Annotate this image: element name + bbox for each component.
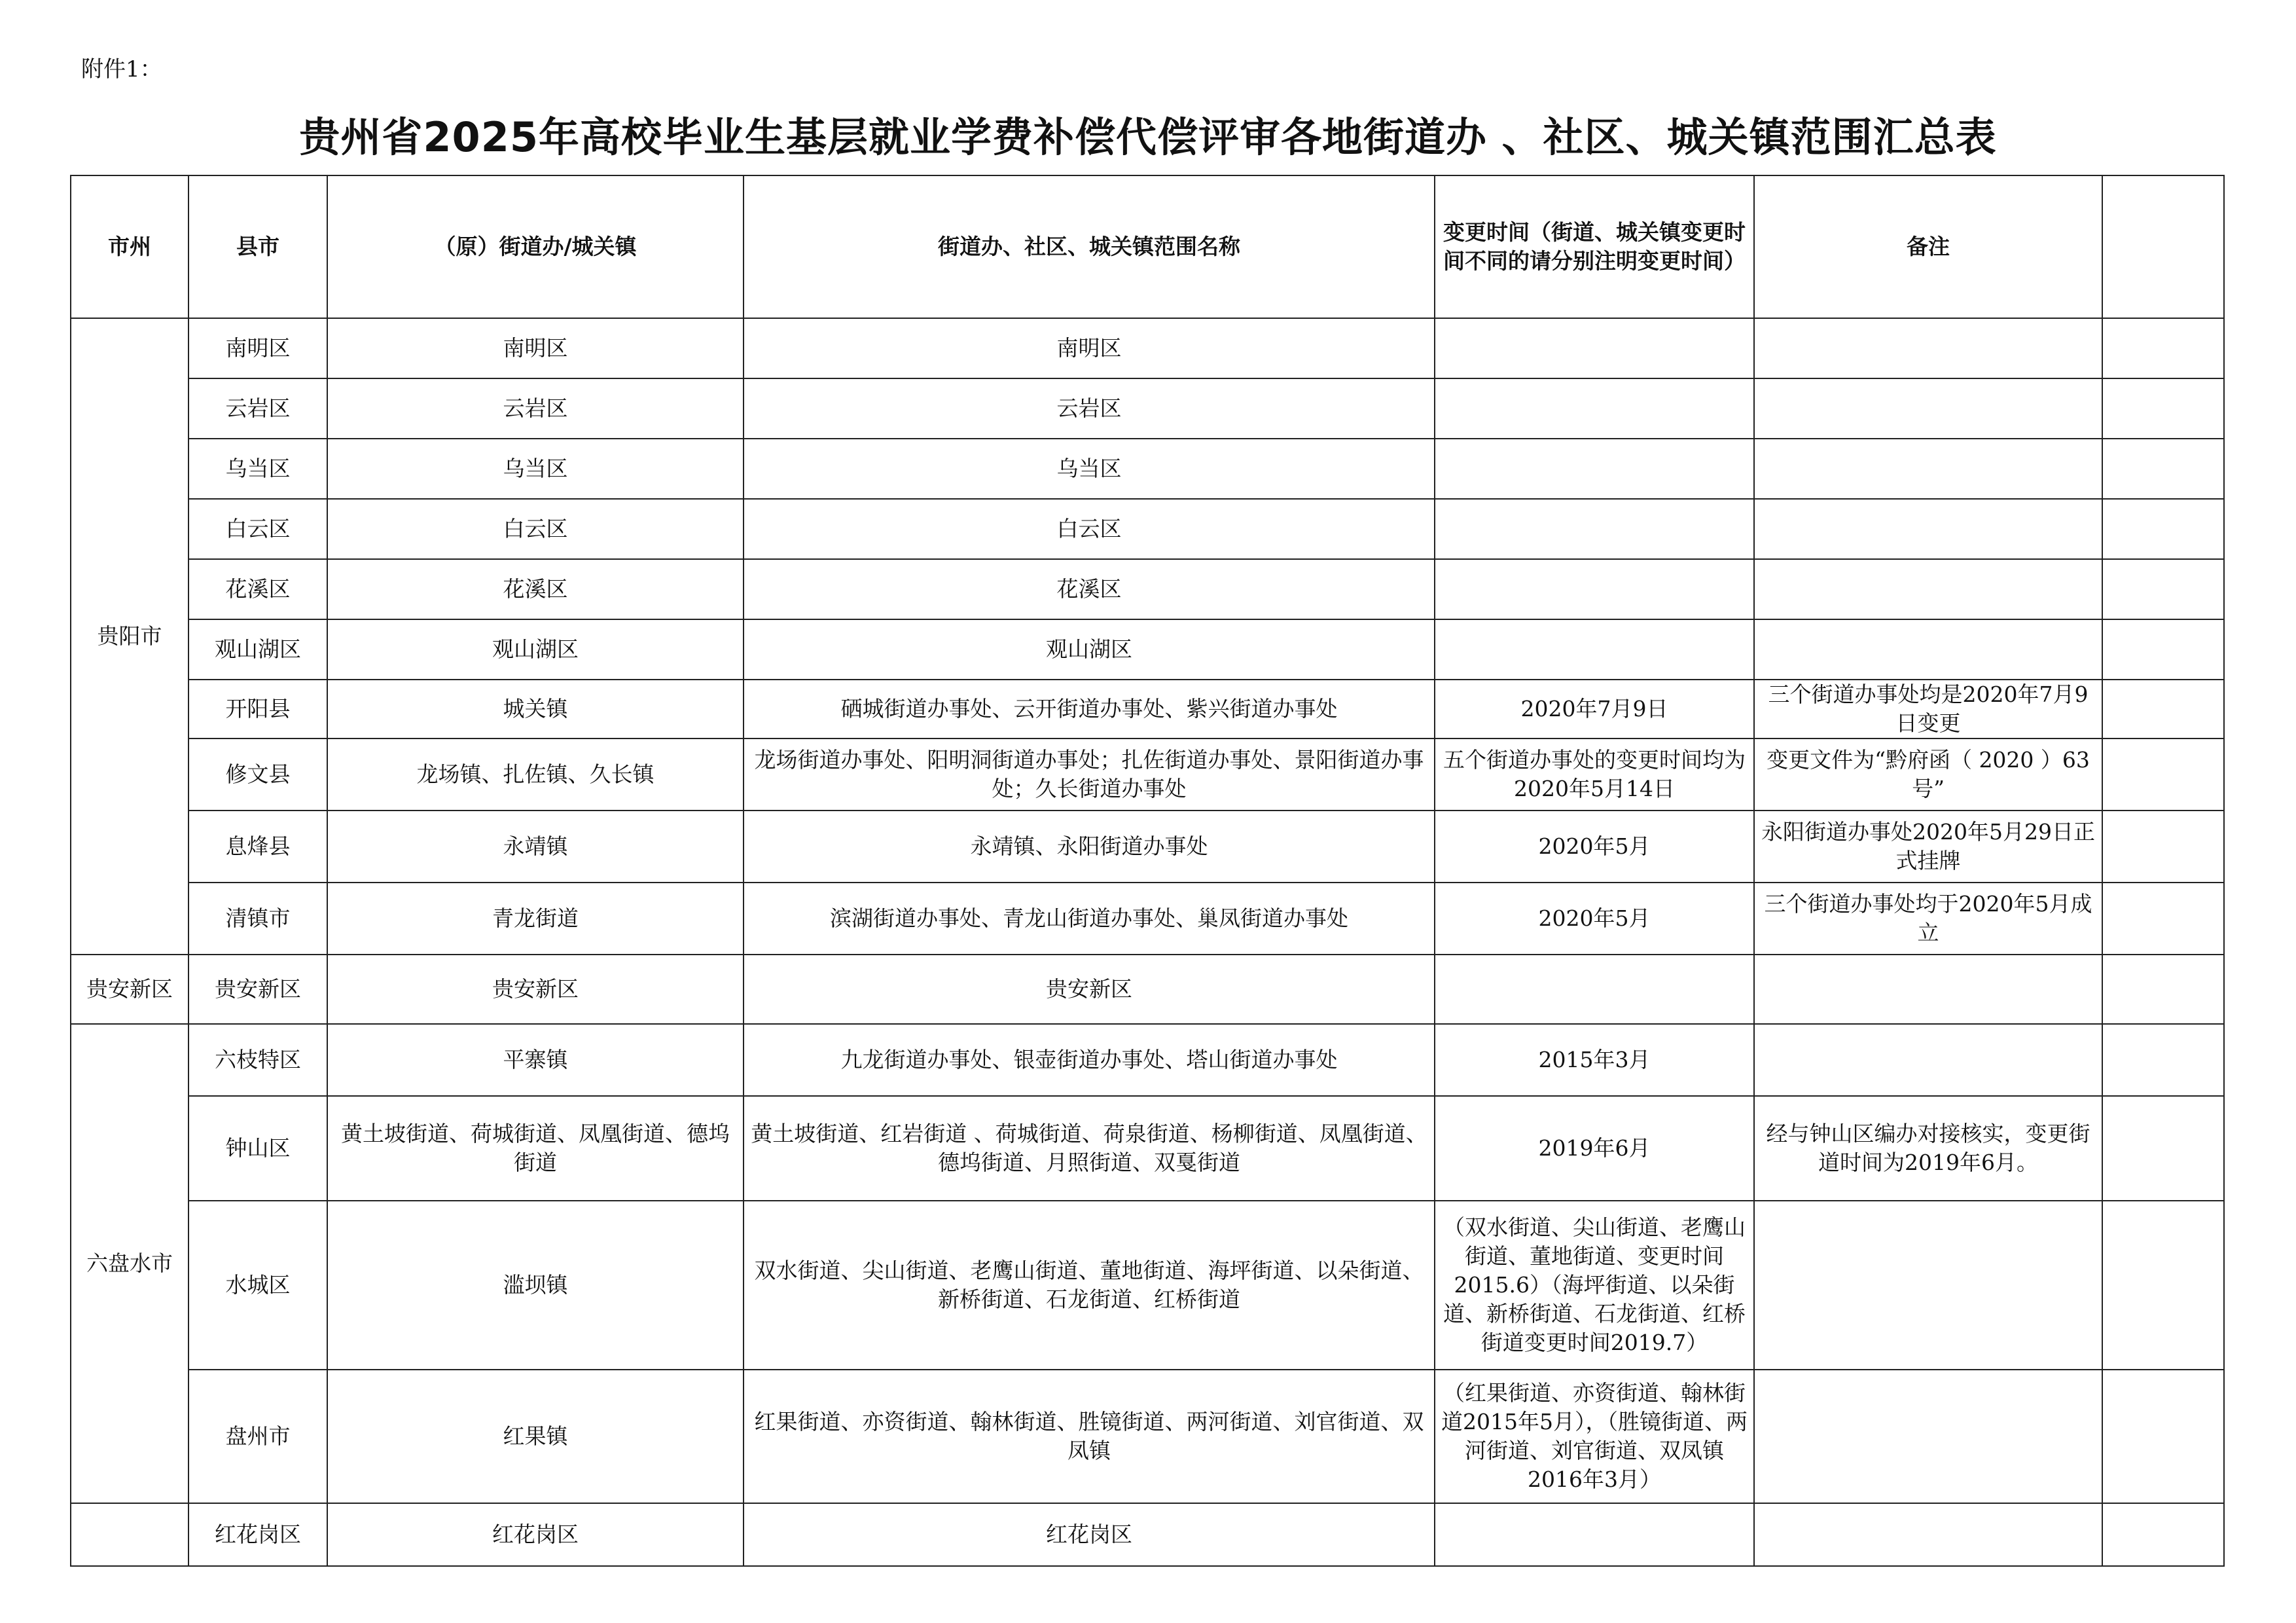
header-extra [2102, 175, 2224, 318]
cell-remark [1754, 559, 2102, 619]
summary-table [70, 175, 2225, 1567]
cell-county: 乌当区 [188, 439, 327, 499]
table-header-row [71, 175, 2224, 318]
cell-county: 贵安新区 [188, 955, 327, 1024]
cell-remark: 经与钟山区编办对接核实，变更街道时间为2019年6月。 [1754, 1096, 2102, 1201]
cell-change-time: 2019年6月 [1435, 1096, 1754, 1201]
cell-original: 白云区 [327, 499, 744, 559]
cell-original: 永靖镇 [327, 811, 744, 883]
cell-remark [1754, 619, 2102, 680]
cell-original: 青龙街道 [327, 883, 744, 955]
group-cell-empty [71, 1503, 188, 1566]
cell-scope: 观山湖区 [744, 619, 1435, 680]
cell-county: 云岩区 [188, 378, 327, 439]
cell-change-time: 2015年3月 [1435, 1024, 1754, 1096]
cell-remark: 三个街道办事处均是2020年7月9日变更 [1754, 680, 2102, 739]
cell-county: 盘州市 [188, 1370, 327, 1503]
cell-scope: 花溪区 [744, 559, 1435, 619]
cell-change-time: 五个街道办事处的变更时间均为2020年5月14日 [1435, 739, 1754, 811]
cell-change-time: （红果街道、亦资街道、翰林街道2015年5月），（胜镜街道、两河街道、刘官街道、双凤镇2016年3月） [1435, 1370, 1754, 1503]
cell-change-time [1435, 439, 1754, 499]
cell-change-time [1435, 318, 1754, 378]
header-change-time: 变更时间（街道、城关镇变更时间不同的请分别注明变更时间） [1435, 175, 1754, 318]
cell-original: 云岩区 [327, 378, 744, 439]
cell-scope: 南明区 [744, 318, 1435, 378]
group-cell-guiyang: 贵阳市 [71, 318, 188, 955]
table-row [71, 811, 2224, 883]
cell-change-time [1435, 1503, 1754, 1566]
cell-county: 清镇市 [188, 883, 327, 955]
cell-remark [1754, 318, 2102, 378]
group-cell-liupanshui: 六盘水市 [71, 1024, 188, 1503]
cell-remark: 变更文件为“黔府函（ 2020 ）63号” [1754, 739, 2102, 811]
cell-county: 息烽县 [188, 811, 327, 883]
cell-county: 南明区 [188, 318, 327, 378]
cell-extra [2102, 1370, 2224, 1503]
header-remark: 备注 [1754, 175, 2102, 318]
cell-remark [1754, 378, 2102, 439]
cell-scope: 永靖镇、永阳街道办事处 [744, 811, 1435, 883]
cell-change-time [1435, 955, 1754, 1024]
cell-scope: 红花岗区 [744, 1503, 1435, 1566]
cell-scope: 龙场街道办事处、阳明洞街道办事处；扎佐街道办事处、景阳街道办事处；久长街道办事处 [744, 739, 1435, 811]
cell-original: 红花岗区 [327, 1503, 744, 1566]
cell-change-time [1435, 499, 1754, 559]
table-row [71, 883, 2224, 955]
cell-scope: 乌当区 [744, 439, 1435, 499]
cell-original: 龙场镇、扎佐镇、久长镇 [327, 739, 744, 811]
cell-extra [2102, 1024, 2224, 1096]
cell-extra [2102, 1503, 2224, 1566]
cell-extra [2102, 883, 2224, 955]
table-row [71, 378, 2224, 439]
cell-original: 黄土坡街道、荷城街道、凤凰街道、德坞街道 [327, 1096, 744, 1201]
cell-original: 乌当区 [327, 439, 744, 499]
cell-scope: 硒城街道办事处、云开街道办事处、紫兴街道办事处 [744, 680, 1435, 739]
cell-change-time [1435, 559, 1754, 619]
cell-change-time: 2020年5月 [1435, 811, 1754, 883]
cell-county: 六枝特区 [188, 1024, 327, 1096]
table-row [71, 499, 2224, 559]
cell-remark [1754, 1201, 2102, 1370]
cell-scope: 云岩区 [744, 378, 1435, 439]
cell-remark [1754, 439, 2102, 499]
page-title: 贵州省2025年高校毕业生基层就业学费补偿代偿评审各地街道办 、社区、城关镇范围汇总表 [299, 113, 1997, 161]
table-row [71, 1370, 2224, 1503]
cell-extra [2102, 955, 2224, 1024]
cell-county: 花溪区 [188, 559, 327, 619]
cell-remark [1754, 1370, 2102, 1503]
cell-county: 开阳县 [188, 680, 327, 739]
cell-remark [1754, 1024, 2102, 1096]
cell-county: 水城区 [188, 1201, 327, 1370]
cell-change-time: （双水街道、尖山街道、老鹰山街道、董地街道、变更时间2015.6）（海坪街道、以朵街道、新桥街道、石龙街道、红桥街道变更时间2019.7） [1435, 1201, 1754, 1370]
cell-scope: 贵安新区 [744, 955, 1435, 1024]
cell-original: 滥坝镇 [327, 1201, 744, 1370]
table-row [71, 619, 2224, 680]
cell-change-time: 2020年5月 [1435, 883, 1754, 955]
table-row [71, 1096, 2224, 1201]
table-row [71, 439, 2224, 499]
cell-remark [1754, 499, 2102, 559]
cell-original: 城关镇 [327, 680, 744, 739]
cell-change-time: 2020年7月9日 [1435, 680, 1754, 739]
cell-change-time [1435, 378, 1754, 439]
cell-remark: 三个街道办事处均于2020年5月成立 [1754, 883, 2102, 955]
cell-scope: 黄土坡街道、红岩街道 、荷城街道、荷泉街道、杨柳街道、凤凰街道、德坞街道、月照街道、双戛街道 [744, 1096, 1435, 1201]
cell-scope: 双水街道、尖山街道、老鹰山街道、董地街道、海坪街道、以朵街道、新桥街道、石龙街道、红桥街道 [744, 1201, 1435, 1370]
cell-original: 花溪区 [327, 559, 744, 619]
cell-extra [2102, 619, 2224, 680]
header-city: 市州 [71, 175, 188, 318]
cell-extra [2102, 811, 2224, 883]
table-row [71, 955, 2224, 1024]
cell-remark [1754, 1503, 2102, 1566]
header-original: （原）街道办/城关镇 [327, 175, 744, 318]
cell-original: 平寨镇 [327, 1024, 744, 1096]
cell-extra [2102, 1201, 2224, 1370]
table-row [71, 1503, 2224, 1566]
cell-county: 修文县 [188, 739, 327, 811]
cell-original: 红果镇 [327, 1370, 744, 1503]
table-row [71, 739, 2224, 811]
group-cell-guian: 贵安新区 [71, 955, 188, 1024]
cell-extra [2102, 680, 2224, 739]
cell-county: 观山湖区 [188, 619, 327, 680]
cell-extra [2102, 378, 2224, 439]
cell-extra [2102, 439, 2224, 499]
cell-county: 白云区 [188, 499, 327, 559]
table-row [71, 1201, 2224, 1370]
cell-original: 观山湖区 [327, 619, 744, 680]
cell-scope: 滨湖街道办事处、青龙山街道办事处、巢凤街道办事处 [744, 883, 1435, 955]
table-row [71, 318, 2224, 378]
cell-original: 南明区 [327, 318, 744, 378]
cell-extra [2102, 739, 2224, 811]
header-county: 县市 [188, 175, 327, 318]
cell-county: 钟山区 [188, 1096, 327, 1201]
cell-extra [2102, 499, 2224, 559]
table-row [71, 559, 2224, 619]
cell-extra [2102, 559, 2224, 619]
table-row [71, 680, 2224, 739]
cell-original: 贵安新区 [327, 955, 744, 1024]
header-scope: 街道办、社区、城关镇范围名称 [744, 175, 1435, 318]
table-row [71, 1024, 2224, 1096]
cell-scope: 红果街道、亦资街道、翰林街道、胜镜街道、两河街道、刘官街道、双凤镇 [744, 1370, 1435, 1503]
attachment-label: 附件1： [81, 56, 162, 82]
cell-extra [2102, 1096, 2224, 1201]
cell-extra [2102, 318, 2224, 378]
cell-county: 红花岗区 [188, 1503, 327, 1566]
cell-remark [1754, 955, 2102, 1024]
cell-remark: 永阳街道办事处2020年5月29日正式挂牌 [1754, 811, 2102, 883]
cell-scope: 九龙街道办事处、银壶街道办事处、塔山街道办事处 [744, 1024, 1435, 1096]
cell-scope: 白云区 [744, 499, 1435, 559]
cell-change-time [1435, 619, 1754, 680]
